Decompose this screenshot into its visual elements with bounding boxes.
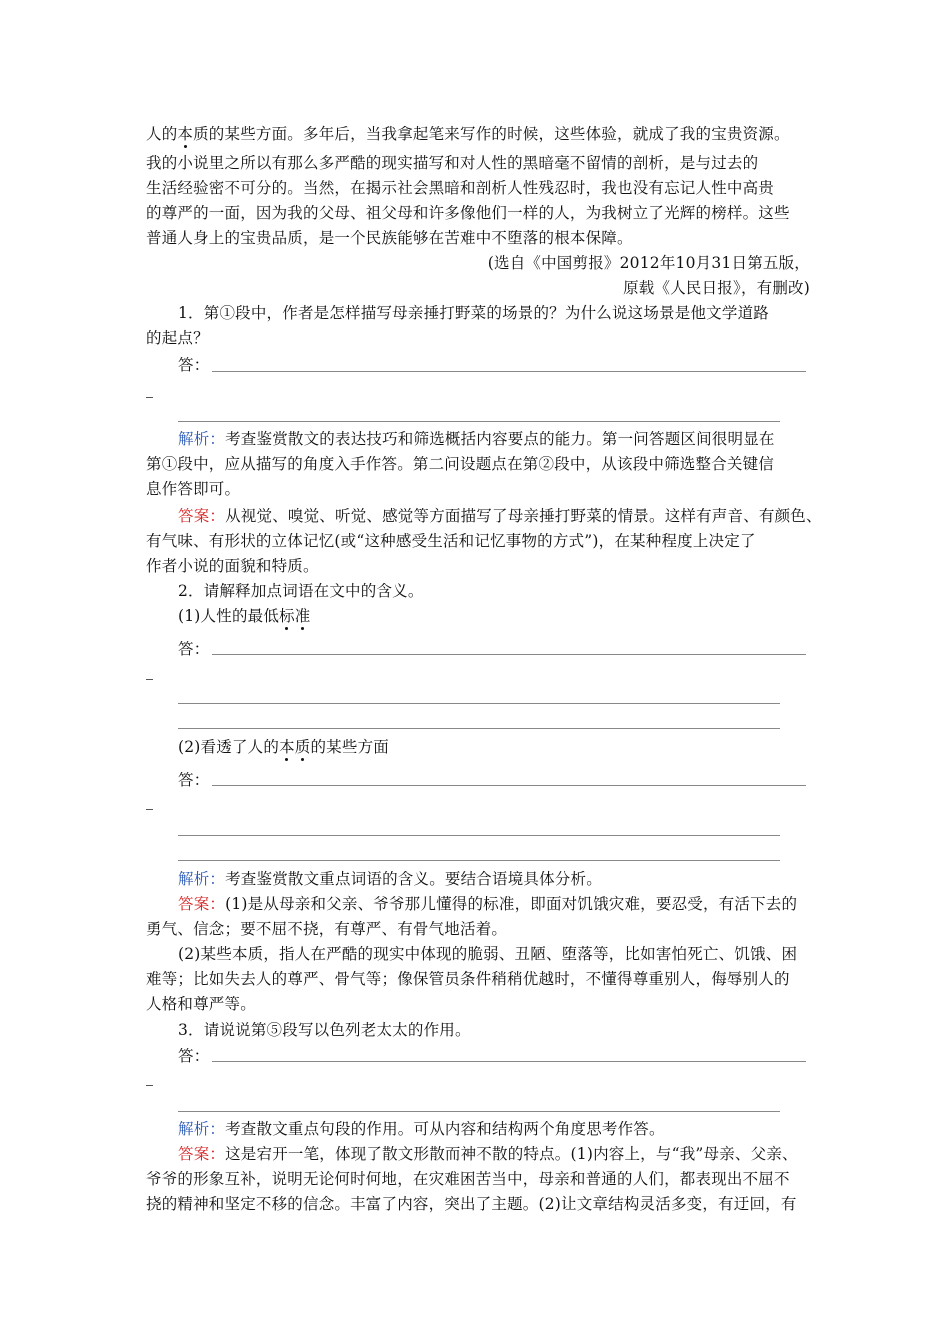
answer-line[interactable] [212,785,806,786]
analysis-line: 第①段中，应从描写的角度入手作答。第二问设题点在第②段中，从该段中筛选整合关键信 [146,455,775,473]
key-line: (2)某些本质，指人在严酷的现实中体现的脆弱、丑陋、堕落等，比如害怕死亡、饥饿、困 [178,945,798,963]
key-line: 有气味、有形状的立体记忆(或“这种感受生活和记忆事物的方式”)，在某种程度上决定了 [146,532,756,550]
answer-label: 答： [178,771,210,789]
analysis-paragraph: 解析：考查散文重点句段的作用。可从内容和结构两个角度思考作答。 [178,1120,665,1138]
key-line: 作者小说的面貌和特质。 [146,557,319,575]
emphasis-dot-char: 准 [294,607,311,625]
answer-line[interactable] [178,703,780,704]
key-paragraph: 答案：(1)是从母亲和父亲、爷爷那儿懂得的标准，即面对饥饿灾难，要忍受，有活下去的 [178,895,798,913]
key-label: 答案： [178,895,226,913]
answer-line-dash [146,809,153,810]
answer-line[interactable] [178,860,780,861]
answer-line[interactable] [178,728,780,729]
question-2-sub2: (2)看透了人的本质的某些方面 [178,738,389,756]
answer-line-dash [146,1085,153,1086]
passage-line: 生活经验密不可分的。当然，在揭示社会黑暗和剖析人性残忍时，我也没有忘记人性中高贵 [146,179,775,197]
key-label: 答案： [178,507,226,525]
answer-line[interactable] [178,1111,780,1112]
key-line: 勇气、信念；要不屈不挠，有尊严、有骨气地活着。 [146,920,508,938]
passage-line: 人的本质的某些方面。多年后，当我拿起笔来写作的时候，这些体验，就成了我的宝贵资源。 [146,125,790,143]
emphasis-dot-char: 质 [294,738,311,756]
answer-line-dash [146,397,153,398]
answer-label: 答： [178,1047,210,1065]
answer-label: 答： [178,356,210,374]
question-1-cont: 的起点？ [146,329,209,347]
analysis-line: 息作答即可。 [146,480,241,498]
answer-line-dash [146,679,153,680]
answer-line[interactable] [212,371,806,372]
passage-line: 我的小说里之所以有那么多严酷的现实描写和对人性的黑暗毫不留情的剖析，是与过去的 [146,154,759,172]
question-3: 3．请说说第⑤段写以色列老太太的作用。 [178,1021,471,1039]
answer-label: 答： [178,640,210,658]
question-2-sub1: (1)人性的最低标准 [178,607,311,625]
analysis-paragraph: 解析：考查鉴赏散文重点词语的含义。要结合语境具体分析。 [178,870,602,888]
source-citation: (选自《中国剪报》2012年10月31日第五版， [487,254,810,272]
key-line: 难等；比如失去人的尊严、骨气等；像保管员条件稍稍优越时，不懂得尊重别人，侮辱别人的 [146,970,790,988]
answer-line[interactable] [212,654,806,655]
emphasis-dot-char: 本 [177,125,194,143]
key-line: 人格和尊严等。 [146,995,256,1013]
analysis-label: 解析： [178,1120,226,1138]
answer-line[interactable] [178,835,780,836]
analysis-paragraph: 解析：考查鉴赏散文的表达技巧和筛选概括内容要点的能力。第一问答题区间很明显在 [178,430,775,448]
passage-line: 的尊严的一面，因为我的父母、祖父母和许多像他们一样的人，为我树立了光辉的榜样。这些 [146,204,790,222]
emphasis-dot-char: 标 [279,607,295,625]
key-paragraph: 答案：这是宕开一笔，体现了散文形散而神不散的特点。(1)内容上，与“我”母亲、父亲、 [178,1145,798,1163]
question-2: 2．请解释加点词语在文中的含义。 [178,582,424,600]
answer-line[interactable] [178,421,780,422]
emphasis-dot-char: 本 [279,738,295,756]
analysis-label: 解析： [178,430,226,448]
analysis-label: 解析： [178,870,226,888]
question-1: 1．第①段中，作者是怎样描写母亲捶打野菜的场景的？为什么说这场景是他文学道路 [178,304,769,322]
key-label: 答案： [178,1145,226,1163]
source-citation: 原载《人民日报》，有删改) [623,279,810,297]
passage-line: 普通人身上的宝贵品质，是一个民族能够在苦难中不堕落的根本保障。 [146,229,633,247]
key-line: 挠的精神和坚定不移的信念。丰富了内容，突出了主题。(2)让文章结构灵活多变，有迂回，有 [146,1195,797,1213]
key-line: 爷爷的形象互补，说明无论何时何地，在灾难困苦当中，母亲和普通的人们，都表现出不屈不 [146,1170,790,1188]
key-paragraph: 答案：从视觉、嗅觉、听觉、感觉等方面描写了母亲捶打野菜的情景。这样有声音、有颜色、 [178,507,822,525]
answer-line[interactable] [212,1061,806,1062]
